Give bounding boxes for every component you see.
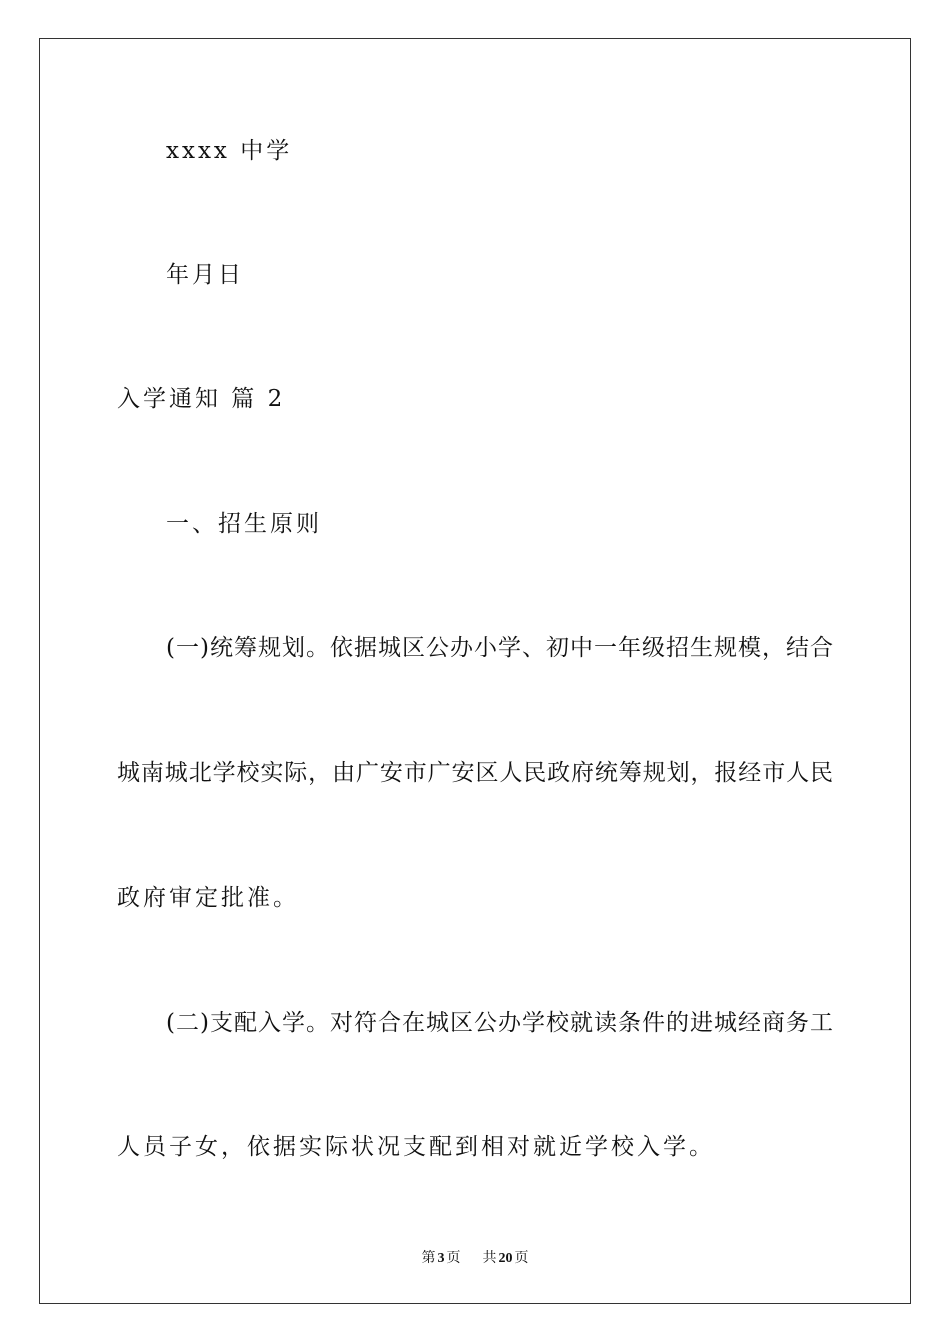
page-footer [0,1247,950,1267]
paragraph-2-line-2: 人员子女，依据实际状况支配到相对就近学校入学。 [117,1134,715,1160]
school-name: xxxx 中学 [166,138,293,164]
paragraph-2-line-1: (二)支配入学。对符合在城区公办学校就读条件的进城经商务工 [166,1010,833,1036]
section-title: 入学通知 篇 2 [117,386,286,412]
date-line: 年月日 [166,262,244,288]
page-number: 第 3 页 [421,1251,461,1266]
heading-enrollment-principles: 一、招生原则 [166,511,322,537]
paragraph-1-line-2: 城南城北学校实际，由广安市广安区人民政府统筹规划，报经市人民 [117,760,833,786]
paragraph-1-line-1: (一)统筹规划。依据城区公办小学、初中一年级招生规模，结合 [166,635,833,661]
page-border [39,38,911,1304]
paragraph-1-line-3: 政府审定批准。 [117,885,299,911]
page-total: 共 20 页 [482,1251,529,1266]
